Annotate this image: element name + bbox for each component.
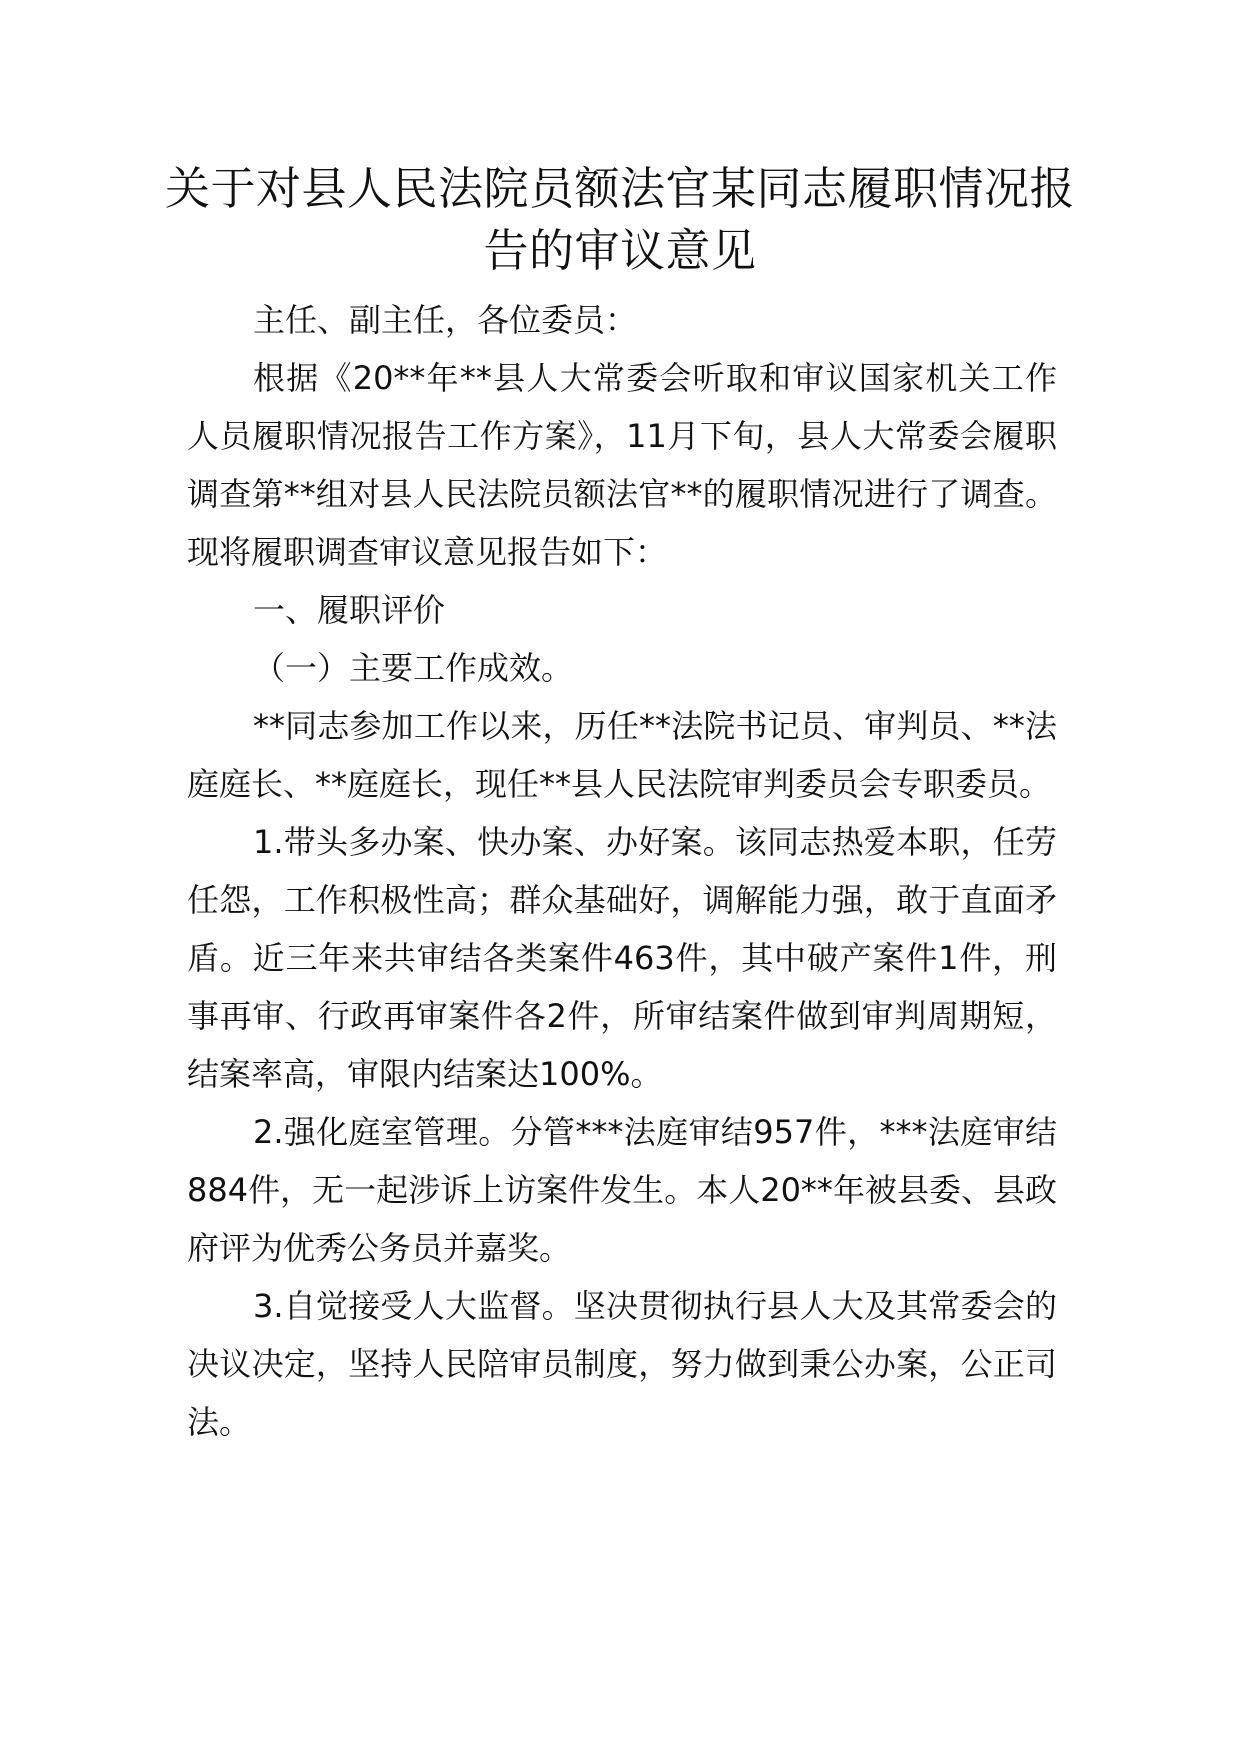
section-heading: 一、履职评价	[253, 591, 446, 629]
paragraph-point-1: 1.带头多办案、快办案、办好案。该同志热爱本职，任劳任怨，工作积极性高；群众基础好，调解能力强，敢于直面矛盾。近三年来共审结各类案件463件，其中破产案件1件，刑事再审、行政再审案件各2件，所审结案件做到审判周期短，结案率高，审限内结案达100%。	[187, 823, 1057, 1093]
paragraph-point-2: 2.强化庭室管理。分管***法庭审结957件，***法庭审结884件，无一起涉诉上访案件发生。本人20**年被县委、县政府评为优秀公务员并嘉奖。	[187, 1113, 1057, 1267]
paragraph-background: **同志参加工作以来，历任**法院书记员、审判员、**法庭庭长、**庭庭长，现任**县人民法院审判委员会专职委员。	[187, 707, 1057, 803]
paragraph-point-3: 3.自觉接受人大监督。坚决贯彻执行县人大及其常委会的决议决定，坚持人民陪审员制度，努力做到秉公办案，公正司法。	[187, 1287, 1057, 1441]
paragraph-intro: 根据《20**年**县人大常委会听取和审议国家机关工作人员履职情况报告工作方案》，11月下旬，县人大常委会履职调查第**组对县人民法院员额法官**的履职情况进行了调查。现将履职调查审议意见报告如下：	[187, 359, 1057, 571]
salutation: 主任、副主任，各位委员：	[253, 301, 638, 339]
document-title: 关于对县人民法院员额法官某同志履职情况报告的审议意见	[164, 162, 1075, 277]
subsection-heading: （一）主要工作成效。	[253, 649, 574, 687]
document-body	[187, 291, 1057, 1451]
